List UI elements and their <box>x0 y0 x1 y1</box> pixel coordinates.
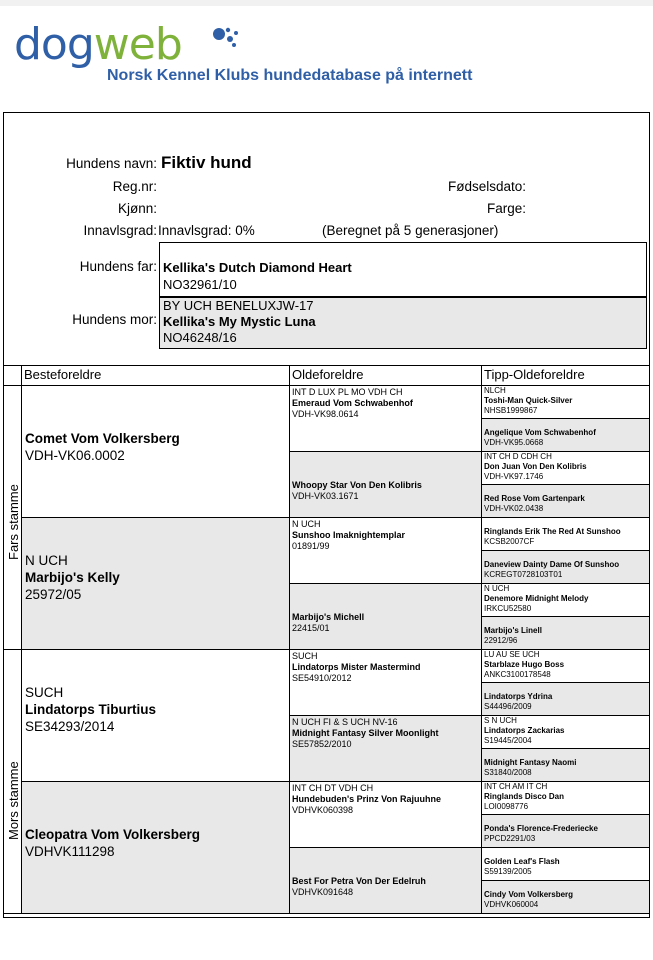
father-name[interactable]: Kellika's Dutch Diamond Heart <box>163 260 352 275</box>
great-grandparent-title: N UCH FI & S UCH NV-16 <box>292 717 398 727</box>
col-header-grandparents: Besteforeldre <box>24 367 102 382</box>
mother-reg: NO46248/16 <box>163 330 237 345</box>
great-great-reg: S19445/2004 <box>484 736 532 745</box>
father-label: Hundens far: <box>79 259 157 274</box>
grandparent-title: SUCH <box>25 685 64 700</box>
great-great-reg: VDH-VK02.0438 <box>484 504 544 513</box>
great-great-reg: PPCD2291/03 <box>484 834 536 843</box>
great-great-title: NLCH <box>484 386 506 395</box>
great-great-title: INT CH AM IT CH <box>484 782 548 791</box>
grid-line <box>481 880 649 881</box>
great-great-name[interactable]: Cindy Vom Volkersberg <box>484 890 574 899</box>
great-great-name[interactable]: Marbijo's Linell <box>484 626 542 635</box>
grid-line <box>289 715 649 716</box>
great-great-grandparent-cell[interactable] <box>481 616 649 649</box>
grid-line <box>289 583 649 584</box>
grandparent-name[interactable]: Comet Vom Volkersberg <box>25 431 180 446</box>
great-grandparent-title: N UCH <box>292 519 321 529</box>
grid-line <box>21 517 649 518</box>
great-great-name[interactable]: Midnight Fantasy Naomi <box>484 758 577 767</box>
grid-line <box>289 451 649 452</box>
great-great-name[interactable]: Lindatorps Zackarias <box>484 726 565 735</box>
mother-box[interactable] <box>159 297 647 349</box>
grandparent-reg: 25972/05 <box>25 587 82 602</box>
grandparent-reg: VDHVK111298 <box>25 844 115 859</box>
great-great-name[interactable]: Red Rose Vom Gartenpark <box>484 494 585 503</box>
name-label: Hundens navn: <box>66 156 157 171</box>
col-header-greatgreat: Tipp-Oldeforeldre <box>484 367 585 382</box>
logo-dots-icon <box>211 26 251 52</box>
great-great-grandparent-cell[interactable] <box>481 583 649 616</box>
logo-wordmark <box>14 20 182 70</box>
great-great-name[interactable]: Angelique Vom Schwabenhof <box>484 428 596 437</box>
logo-web: web <box>93 19 182 70</box>
great-great-grandparent-cell[interactable] <box>481 880 649 913</box>
grid-line <box>289 365 290 913</box>
grid-line <box>481 550 649 551</box>
grid-line <box>481 418 649 419</box>
great-great-reg: VDH-VK95.0668 <box>484 438 544 447</box>
grid-line <box>4 913 649 914</box>
grandparent-name[interactable]: Lindatorps Tiburtius <box>25 702 156 717</box>
generations-note: (Beregnet på 5 generasjoner) <box>322 223 499 238</box>
great-great-title: N UCH <box>484 584 510 593</box>
great-grandparent-cell[interactable] <box>289 517 481 583</box>
mother-name[interactable]: Kellika's My Mystic Luna <box>163 314 316 329</box>
grandparent-cell[interactable] <box>21 781 289 913</box>
grid-line <box>289 847 649 848</box>
great-great-name[interactable]: Ringlands Erik The Red At Sunshoo <box>484 527 621 536</box>
great-great-name[interactable]: Starblaze Hugo Boss <box>484 660 565 669</box>
dog-info-section <box>4 113 649 365</box>
great-great-grandparent-cell[interactable] <box>481 847 649 880</box>
great-grandparent-cell[interactable] <box>289 715 481 781</box>
great-grandparent-reg: VDHVK091648 <box>292 887 354 897</box>
great-grandparent-name[interactable]: Emeraud Vom Schwabenhof <box>292 398 413 408</box>
sex-label: Kjønn: <box>117 201 157 216</box>
great-great-reg: KCSB2007CF <box>484 537 535 546</box>
great-grandparent-name[interactable]: Marbijo's Michell <box>292 612 365 622</box>
grandparent-name[interactable]: Marbijo's Kelly <box>25 570 120 585</box>
great-great-grandparent-cell[interactable] <box>481 715 649 748</box>
grandparent-cell[interactable] <box>21 385 289 517</box>
great-great-grandparent-cell[interactable] <box>481 682 649 715</box>
great-great-reg: 22912/96 <box>484 636 518 645</box>
great-great-grandparent-cell[interactable] <box>481 781 649 814</box>
great-great-reg: ANKC3100178548 <box>484 670 551 679</box>
grid-line <box>21 365 22 913</box>
great-great-grandparent-cell[interactable] <box>481 748 649 781</box>
great-great-name[interactable]: Toshi-Man Quick-Silver <box>484 396 573 405</box>
grid-line <box>481 682 649 683</box>
great-grandparent-cell[interactable] <box>289 583 481 649</box>
great-grandparent-reg: SE57852/2010 <box>292 739 352 749</box>
great-great-name[interactable]: Denemore Midnight Melody <box>484 594 589 603</box>
great-great-grandparent-cell[interactable] <box>481 451 649 484</box>
great-great-title: S N UCH <box>484 716 517 725</box>
pedigree-table <box>4 365 649 917</box>
great-great-reg: S44496/2009 <box>484 702 532 711</box>
grandparent-cell[interactable] <box>21 649 289 781</box>
grandparent-reg: SE34293/2014 <box>25 719 115 734</box>
great-grandparent-name[interactable]: Sunshoo Imaknightemplar <box>292 530 406 540</box>
fars-stamme-label: Fars stamme <box>6 484 21 560</box>
great-great-reg: LOI0098776 <box>484 802 529 811</box>
grid-line <box>481 484 649 485</box>
great-grandparent-cell[interactable] <box>289 451 481 517</box>
grid-line <box>4 365 649 366</box>
great-great-name[interactable]: Don Juan Von Den Kolibris <box>484 462 587 471</box>
great-great-name[interactable]: Ponda's Florence-Frederiecke <box>484 824 598 833</box>
great-grandparent-reg: VDH-VK03.1671 <box>292 491 359 501</box>
grid-line <box>481 365 482 913</box>
great-grandparent-title: INT CH DT VDH CH <box>292 783 374 793</box>
great-great-title: INT CH D CDH CH <box>484 452 552 461</box>
grid-line <box>481 748 649 749</box>
great-great-name[interactable]: Golden Leaf's Flash <box>484 857 560 866</box>
great-great-grandparent-cell[interactable] <box>481 418 649 451</box>
great-great-grandparent-cell[interactable] <box>481 649 649 682</box>
great-great-grandparent-cell[interactable] <box>481 550 649 583</box>
great-grandparent-name[interactable]: Best For Petra Von Der Edelruh <box>292 876 426 886</box>
great-grandparent-name[interactable]: Whoopy Star Von Den Kolibris <box>292 480 422 490</box>
great-great-grandparent-cell[interactable] <box>481 385 649 418</box>
inbreeding-label: Innavlsgrad: <box>83 223 157 238</box>
great-great-reg: S59139/2005 <box>484 867 532 876</box>
great-grandparent-reg: VDH-VK98.0614 <box>292 409 359 419</box>
inbreeding-value: Innavlsgrad: 0% <box>158 223 255 238</box>
dog-name: Fiktiv hund <box>161 153 252 172</box>
grid-line <box>481 814 649 815</box>
mother-label: Hundens mor: <box>72 312 157 327</box>
great-grandparent-reg: 01891/99 <box>292 541 330 551</box>
logo-dog: dog <box>14 19 94 70</box>
great-grandparent-cell[interactable] <box>289 385 481 451</box>
great-grandparent-reg: 22415/01 <box>292 623 330 633</box>
reg-label: Reg.nr: <box>112 179 157 194</box>
logo-tagline: Norsk Kennel Klubs hundedatabase på internett <box>107 67 473 84</box>
grandparent-name[interactable]: Cleopatra Vom Volkersberg <box>25 827 201 842</box>
great-great-name[interactable]: Lindatorps Ydrina <box>484 692 553 701</box>
great-great-reg: KCREGT0728103T01 <box>484 570 563 579</box>
great-great-grandparent-cell[interactable] <box>481 517 649 550</box>
mors-stamme-label: Mors stamme <box>6 761 21 840</box>
great-great-reg: VDHVK060004 <box>484 900 539 909</box>
great-great-title: LU AU SE UCH <box>484 650 540 659</box>
father-box[interactable] <box>159 242 647 297</box>
col-header-great: Oldeforeldre <box>292 367 364 382</box>
great-grandparent-reg: SE54910/2012 <box>292 673 352 683</box>
grid-line <box>4 385 649 386</box>
great-great-name[interactable]: Ringlands Disco Dan <box>484 792 565 801</box>
great-great-grandparent-cell[interactable] <box>481 814 649 847</box>
top-bar <box>0 0 653 6</box>
grandparent-cell[interactable] <box>21 517 289 649</box>
great-great-name[interactable]: Daneview Dainty Dame Of Sunshoo <box>484 560 620 569</box>
grid-line <box>481 616 649 617</box>
great-grandparent-reg: VDHVK060398 <box>292 805 354 815</box>
great-grandparent-name[interactable]: Midnight Fantasy Silver Moonlight <box>292 728 439 738</box>
grid-line <box>4 649 649 650</box>
grid-line <box>21 781 649 782</box>
great-grandparent-cell[interactable] <box>289 649 481 715</box>
great-grandparent-name[interactable]: Lindatorps Mister Mastermind <box>292 662 421 672</box>
great-grandparent-title: SUCH <box>292 651 318 661</box>
great-great-reg: IRKCU52580 <box>484 604 532 613</box>
great-great-reg: VDH-VK97.1746 <box>484 472 544 481</box>
great-grandparent-cell[interactable] <box>289 781 481 847</box>
great-great-reg: S31840/2008 <box>484 768 532 777</box>
color-label: Farge: <box>486 201 526 216</box>
great-grandparent-cell[interactable] <box>289 847 481 913</box>
great-grandparent-title: INT D LUX PL MO VDH CH <box>292 387 403 397</box>
father-reg: NO32961/10 <box>163 277 237 292</box>
great-grandparent-name[interactable]: Hundebuden's Prinz Von Rajuuhne <box>292 794 441 804</box>
mother-title: BY UCH BENELUXJW-17 <box>163 298 314 313</box>
pedigree-document <box>3 112 650 918</box>
grandparent-title: N UCH <box>25 553 68 568</box>
birthdate-label: Fødselsdato: <box>447 179 526 194</box>
great-great-reg: NHSB1999867 <box>484 406 538 415</box>
grandparent-reg: VDH-VK06.0002 <box>25 448 125 463</box>
great-great-grandparent-cell[interactable] <box>481 484 649 517</box>
